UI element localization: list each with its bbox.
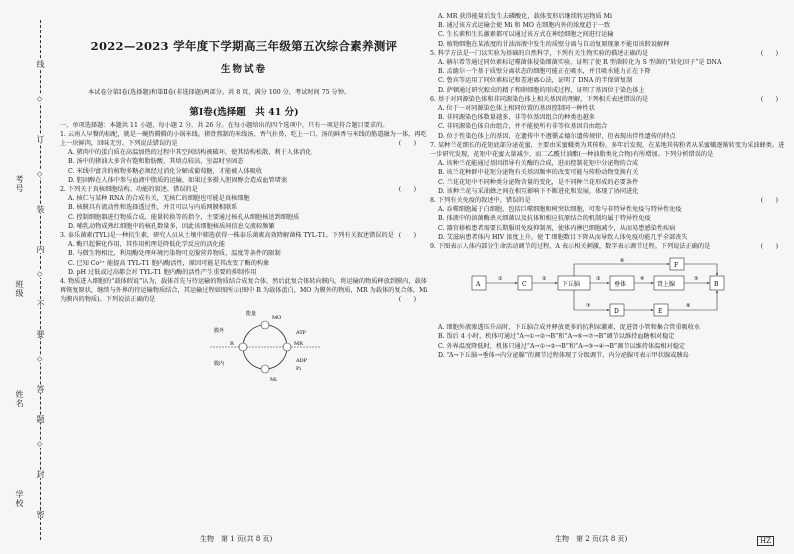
label-pi: Pi — [296, 365, 301, 372]
edge-e-b — [668, 291, 717, 310]
binding-label-examno: 考号 — [15, 175, 24, 193]
edge-label: ⑧ — [686, 303, 691, 310]
seal-diamond: ◇ — [37, 440, 43, 448]
question-2-option-d: D. 哺乳动物成熟红细胞中的核孔数量多，因此该细胞核质间信息交流较频繁 — [68, 222, 275, 230]
question-9-option-b: B. 饭后 4 小时，机体可通过“A→①→②→B”和“A→⑥→⑦→B”调节以维持血糖相对稳定 — [438, 333, 675, 341]
part-heading: 一、单项选择题：本题共 11 小题，每小题 2 分，共 26 分。在每小题给出的四个选项中，只有一项是符合题目要求的。 — [60, 121, 389, 129]
question-8-option-b: B. 体液中的溶菌酶杀灭细菌以及抗体和相应抗原结合的机制均属于特异性免疫 — [438, 215, 651, 223]
question-6-option-c: C. 非同源染色体自由组合，并不能使所有非等位基因自由组合 — [438, 123, 608, 131]
left-column — [60, 12, 428, 389]
question-1-option-d: D. 胆固醇在人体中参与血液中脂质的运输，如果过多摄入胆固醇会造成血管堵塞 — [68, 176, 288, 184]
question-7-option-b: B. 该兰花种群中花矩分泌物有关基因频率的改变可能与传粉动物变换有关 — [438, 169, 639, 177]
question-5-stem: 5. 科学方法是一门以实验为基础的自然科学，下列有关生物实验的描述正确的是 ( ) — [430, 49, 778, 57]
question-7-option-a: A. 该种兰花能通过基因指导有关酶的合成，进而控制花矩中分泌物的合成 — [438, 160, 639, 168]
answer-paren: ( ) — [760, 49, 778, 57]
question-8-option-c: C. 器官移植患者需要长期服用免疫抑制剂，使体内淋巴细胞减少，从而易患感染性疾病 — [438, 224, 676, 232]
question-2-option-b: B. 核膜具有流动性和选择透过性，并且可以与内质网膜相联系 — [68, 204, 238, 212]
seal-diamond: ◇ — [37, 355, 43, 363]
question-4-option-b: B. 通过该方式运输会使 Mi 和 MO 在细胞内外的浓度趋于一致 — [438, 22, 611, 30]
binding-label-school: 学校 — [15, 490, 24, 508]
question-1-option-c: C. 米线中富含的植物多糖必须经过消化分解成葡萄糖，才能被人体吸收 — [68, 167, 263, 175]
question-6-option-a: A. 位于一对同源染色体上相同位置的基因控制同一种性状 — [438, 105, 595, 113]
question-2-stem: 2. 下列关于真核细胞结构、功能的叙述，错误的是 ( ) — [60, 186, 416, 194]
subject-title: 生物试卷 — [220, 64, 267, 76]
seal-diamond: ◇ — [37, 270, 43, 278]
question-8-stem: 8. 下列有关免疫的叙述中，错误的是 ( ) — [430, 197, 778, 205]
seal-char: 封 — [36, 470, 45, 478]
carrier-bottom — [261, 365, 269, 373]
answer-paren: ( ) — [398, 296, 416, 304]
label-mr: MR — [294, 340, 303, 347]
edition-badge: HZ — [757, 536, 774, 546]
exam-title: 2022—2023 学年度下学期高三年级第五次综合素养测评 — [90, 39, 398, 53]
seal-char: 答 — [36, 385, 45, 393]
question-9-option-c: C. 外界温度降低时，机体只通过“A→①→②→B”和“A→③→④→B”调节以维持体温相对稳定 — [438, 342, 686, 350]
carrier-top — [261, 321, 269, 329]
section-title: 第Ⅰ卷(选择题 共 41 分) — [189, 107, 299, 119]
box-adrenal-label: 肾上腺 — [657, 281, 676, 289]
label-r: R — [230, 340, 234, 347]
seal-diamond: ◇ — [37, 170, 43, 178]
question-7-stem: 7. 某种兰花细长的花矩底部分泌花蜜，主要由采蜜蛾类为其传粉。多年后发现，在某地其传粉者从采蜜蛾逐渐转变为采油蜂类。进一步研究发现，花矩中花蜜大量减少，而二乙酰甘油酯(一种油脂类化合物)有所增加。下列分析错误的是 — [430, 141, 785, 159]
answer-paren: ( ) — [760, 197, 778, 205]
question-6-option-d: D. 位于性染色体上的基因，在遗传中不遵循孟德尔遗传规律，但表现出伴性遗传的特点 — [438, 132, 676, 140]
binding-strip — [0, 0, 62, 554]
box-f-label: F — [674, 262, 679, 270]
box-pituitary-label: 垂体 — [614, 281, 627, 289]
question-5-option-a: A. 赫尔希等通过同位素标记噬菌体侵染细菌实验，证明了使 R 型菌转化为 S 型菌的“转化因子”是 DNA — [438, 59, 722, 67]
question-8-option-a: A. 吞噬细胞属于白细胞，包括巨噬细胞和树突状细胞，可参与非特异性免疫与特异性免疫 — [438, 206, 682, 214]
question-1-option-b: B. 汤中的猪油大多含有饱和脂肪酸，其熔点较高，室温时呈固态 — [68, 158, 244, 166]
question-4-option-c: C. 生长素和生长激素都可以通过该方式在神经细胞之间进行运输 — [438, 31, 614, 39]
question-6-stem: 6. 基于对同源染色体和非同源染色体上相关基因的理解，下列相关表述错误的是 ( ) — [430, 95, 778, 103]
question-3-option-c: C. 已知 Co²⁺ 能提高 TYL-T1 胞内酶活性，原因可能是其改变了酶的构象 — [68, 259, 270, 267]
label-outer: 膜外 — [214, 327, 225, 334]
seal-char: 内 — [36, 245, 45, 253]
question-1-stem: 1. 云南人早餐的标配，就是一碗热腾腾的小锅米线。猪骨熬制的米线汤，香气扑鼻，吃上一口，汤的鲜香与米线的筋道融为一体，再吃上一块鲜肉，回味无穷。下列说法错误的是 ( ) — [60, 130, 427, 148]
question-4-option-a: A. MR 获得能量后发生去磷酸化，载体变形后继续转运物质 Mi — [438, 13, 612, 20]
seal-diamond: ◇ — [37, 95, 43, 103]
box-d-label: D — [614, 308, 619, 316]
carrier-cycle-figure — [210, 307, 320, 387]
label-atp: ATP — [296, 329, 307, 336]
answer-paren: ( ) — [398, 186, 416, 194]
edge-label: ④ — [640, 276, 645, 283]
edge-f-b — [684, 264, 717, 275]
question-4-stem: 4. 物质进入细胞的“载体假说”认为，载体首先与待运输的物质结合成复合体，然后此复合体转向膜内，将运输的物质释放到膜内，载体再恢复原状，继续与外界的待运输物质结合，其运输过程如图所示(图中 R 为载体蛋白，MO 为膜外的物质，MR 为载体的复合体，Mi 为膜内的物质)。下列说法正确的是 ( ) — [60, 278, 428, 304]
question-9-stem: 9. 下图表示人体内部分生命活动调节的过程，A 表示相关刺激，数字表示调节过程。下列说法正确的是 ( ) — [430, 243, 778, 251]
right-column — [430, 12, 790, 360]
seal-char: 装 — [36, 205, 45, 213]
exam-note: 本试卷分第Ⅰ卷(选择题)和第Ⅱ卷(非选择题)两部分。共 8 页，满分 100 分，考试时间 75 分钟。 — [88, 89, 351, 97]
carrier-right — [283, 343, 291, 351]
question-5-option-c: C. 鲁宾等运用了同位素标记和差速离心法，证明了 DNA 的半保留复制 — [438, 77, 633, 85]
edge-label: ⑥ — [620, 258, 625, 265]
binding-label-name: 姓名 — [15, 390, 24, 408]
answer-paren: ( ) — [760, 95, 778, 103]
edge-label: ③ — [596, 276, 601, 283]
binding-label-class: 班级 — [15, 280, 24, 298]
seal-char: 题 — [36, 415, 45, 423]
answer-paren: ( ) — [398, 140, 416, 148]
question-4-option-d: D. 植物细胞在某浓度的甘油溶液中发生的质壁分离与自动复原现象不能用该假说解释 — [438, 40, 670, 48]
box-a-label: A — [476, 281, 481, 289]
question-7-option-d: D. 该种兰花与采油蜂之间在相互影响下不断进化和发展，体现了协同进化 — [438, 187, 639, 195]
question-3-option-d: D. pH 过低或过高都会对 TYL-T1 胞内酶的活性产生重要的抑制作用 — [68, 268, 257, 276]
box-hypothalamus-label: 下丘脑 — [562, 281, 581, 289]
question-2-option-a: A. 核仁与某种 RNA 的合成有关，无核仁的细胞也可能是真核细胞 — [68, 195, 250, 203]
carrier-left — [239, 343, 247, 351]
page-footer-right: 生物 第 2 页(共 8 页) — [555, 535, 628, 543]
question-3-stem: 3. 泰乐菌素(TYL)是一种抗生素，研究人员从土壤中筛选获得一株泰乐菌素高效降解菌株 TYL-T1。下列有关叙述错误的是 ( ) — [60, 232, 416, 240]
edge-label: ② — [542, 276, 547, 283]
label-mi: Mi — [270, 376, 277, 383]
seal-char: 线 — [36, 60, 45, 68]
question-3-option-a: A. 酶只起催化作用，其作用机理是降低化学反应的活化能 — [68, 241, 225, 249]
regulation-flow-figure — [470, 254, 750, 320]
question-2-option-c: C. 控制细胞器进行物质合成、能量转换等的指令，主要通过核孔从细胞核送到细胞质 — [68, 213, 300, 221]
edge-label: ⑤ — [694, 276, 699, 283]
seal-char: 不 — [36, 300, 45, 308]
answer-paren: ( ) — [398, 232, 416, 240]
label-energy: 能量 — [246, 310, 257, 317]
answer-paren: ( ) — [760, 243, 778, 251]
label-mo: MO — [272, 314, 282, 321]
seal-char: 要 — [36, 330, 45, 338]
edge-hypo-f — [574, 264, 669, 276]
box-e-label: E — [658, 308, 663, 316]
edge-label: ① — [498, 276, 503, 283]
box-c-label: C — [522, 281, 527, 289]
edge-label: ⑦ — [586, 303, 591, 310]
question-9-option-d: D. “A→下丘脑→垂体→内分泌腺”的调节过程体现了分级调节，内分泌腺可表示甲状腺或胰岛 — [438, 351, 689, 359]
seal-char: 密 — [36, 510, 45, 518]
label-adp: ADP — [296, 357, 307, 364]
question-5-option-b: B. 孟德尔一个基于质壁分离状态的细胞可能正在吸水，并且吸水能力正在下降 — [438, 68, 651, 76]
question-6-option-b: B. 非同源染色体数量越多，非等位基因组合的种类也越多 — [438, 114, 595, 122]
question-7-option-c: C. 兰花花矩中不同种类分泌物含量的变化，是不同种兰花形成的必要条件 — [438, 178, 639, 186]
question-3-option-b: B. 与微生物相比，利用酶处理环境污染物可克服营养物质、温度等条件的限制 — [68, 250, 281, 258]
label-inner: 膜内 — [214, 360, 225, 367]
edge-hypo-d — [574, 290, 609, 310]
question-9-option-a: A. 细胞外液渗透压升高时，下丘脑合成并释放更多的抗利尿激素，促进肾小管和集合管重吸收水 — [438, 324, 701, 332]
page-footer-left: 生物 第 1 页(共 8 页) — [200, 535, 273, 543]
seal-char: 订 — [36, 135, 45, 143]
question-1-option-a: A. 猪肉中的蛋白质在高温加热的过程中其空间结构被破坏，使其结构松散，利于人体消化 — [68, 149, 312, 157]
question-8-option-d: D. 艾滋病患者体内 HIV 浓度上升，使 T 细胞数目下降从而导致人体免疫功能几乎全部丧失 — [438, 233, 688, 241]
question-5-option-d: D. 萨顿通过研究蝗虫的精子和卵细胞的形成过程，证明了基因位于染色体上 — [438, 86, 645, 94]
box-b-label: B — [714, 281, 719, 289]
